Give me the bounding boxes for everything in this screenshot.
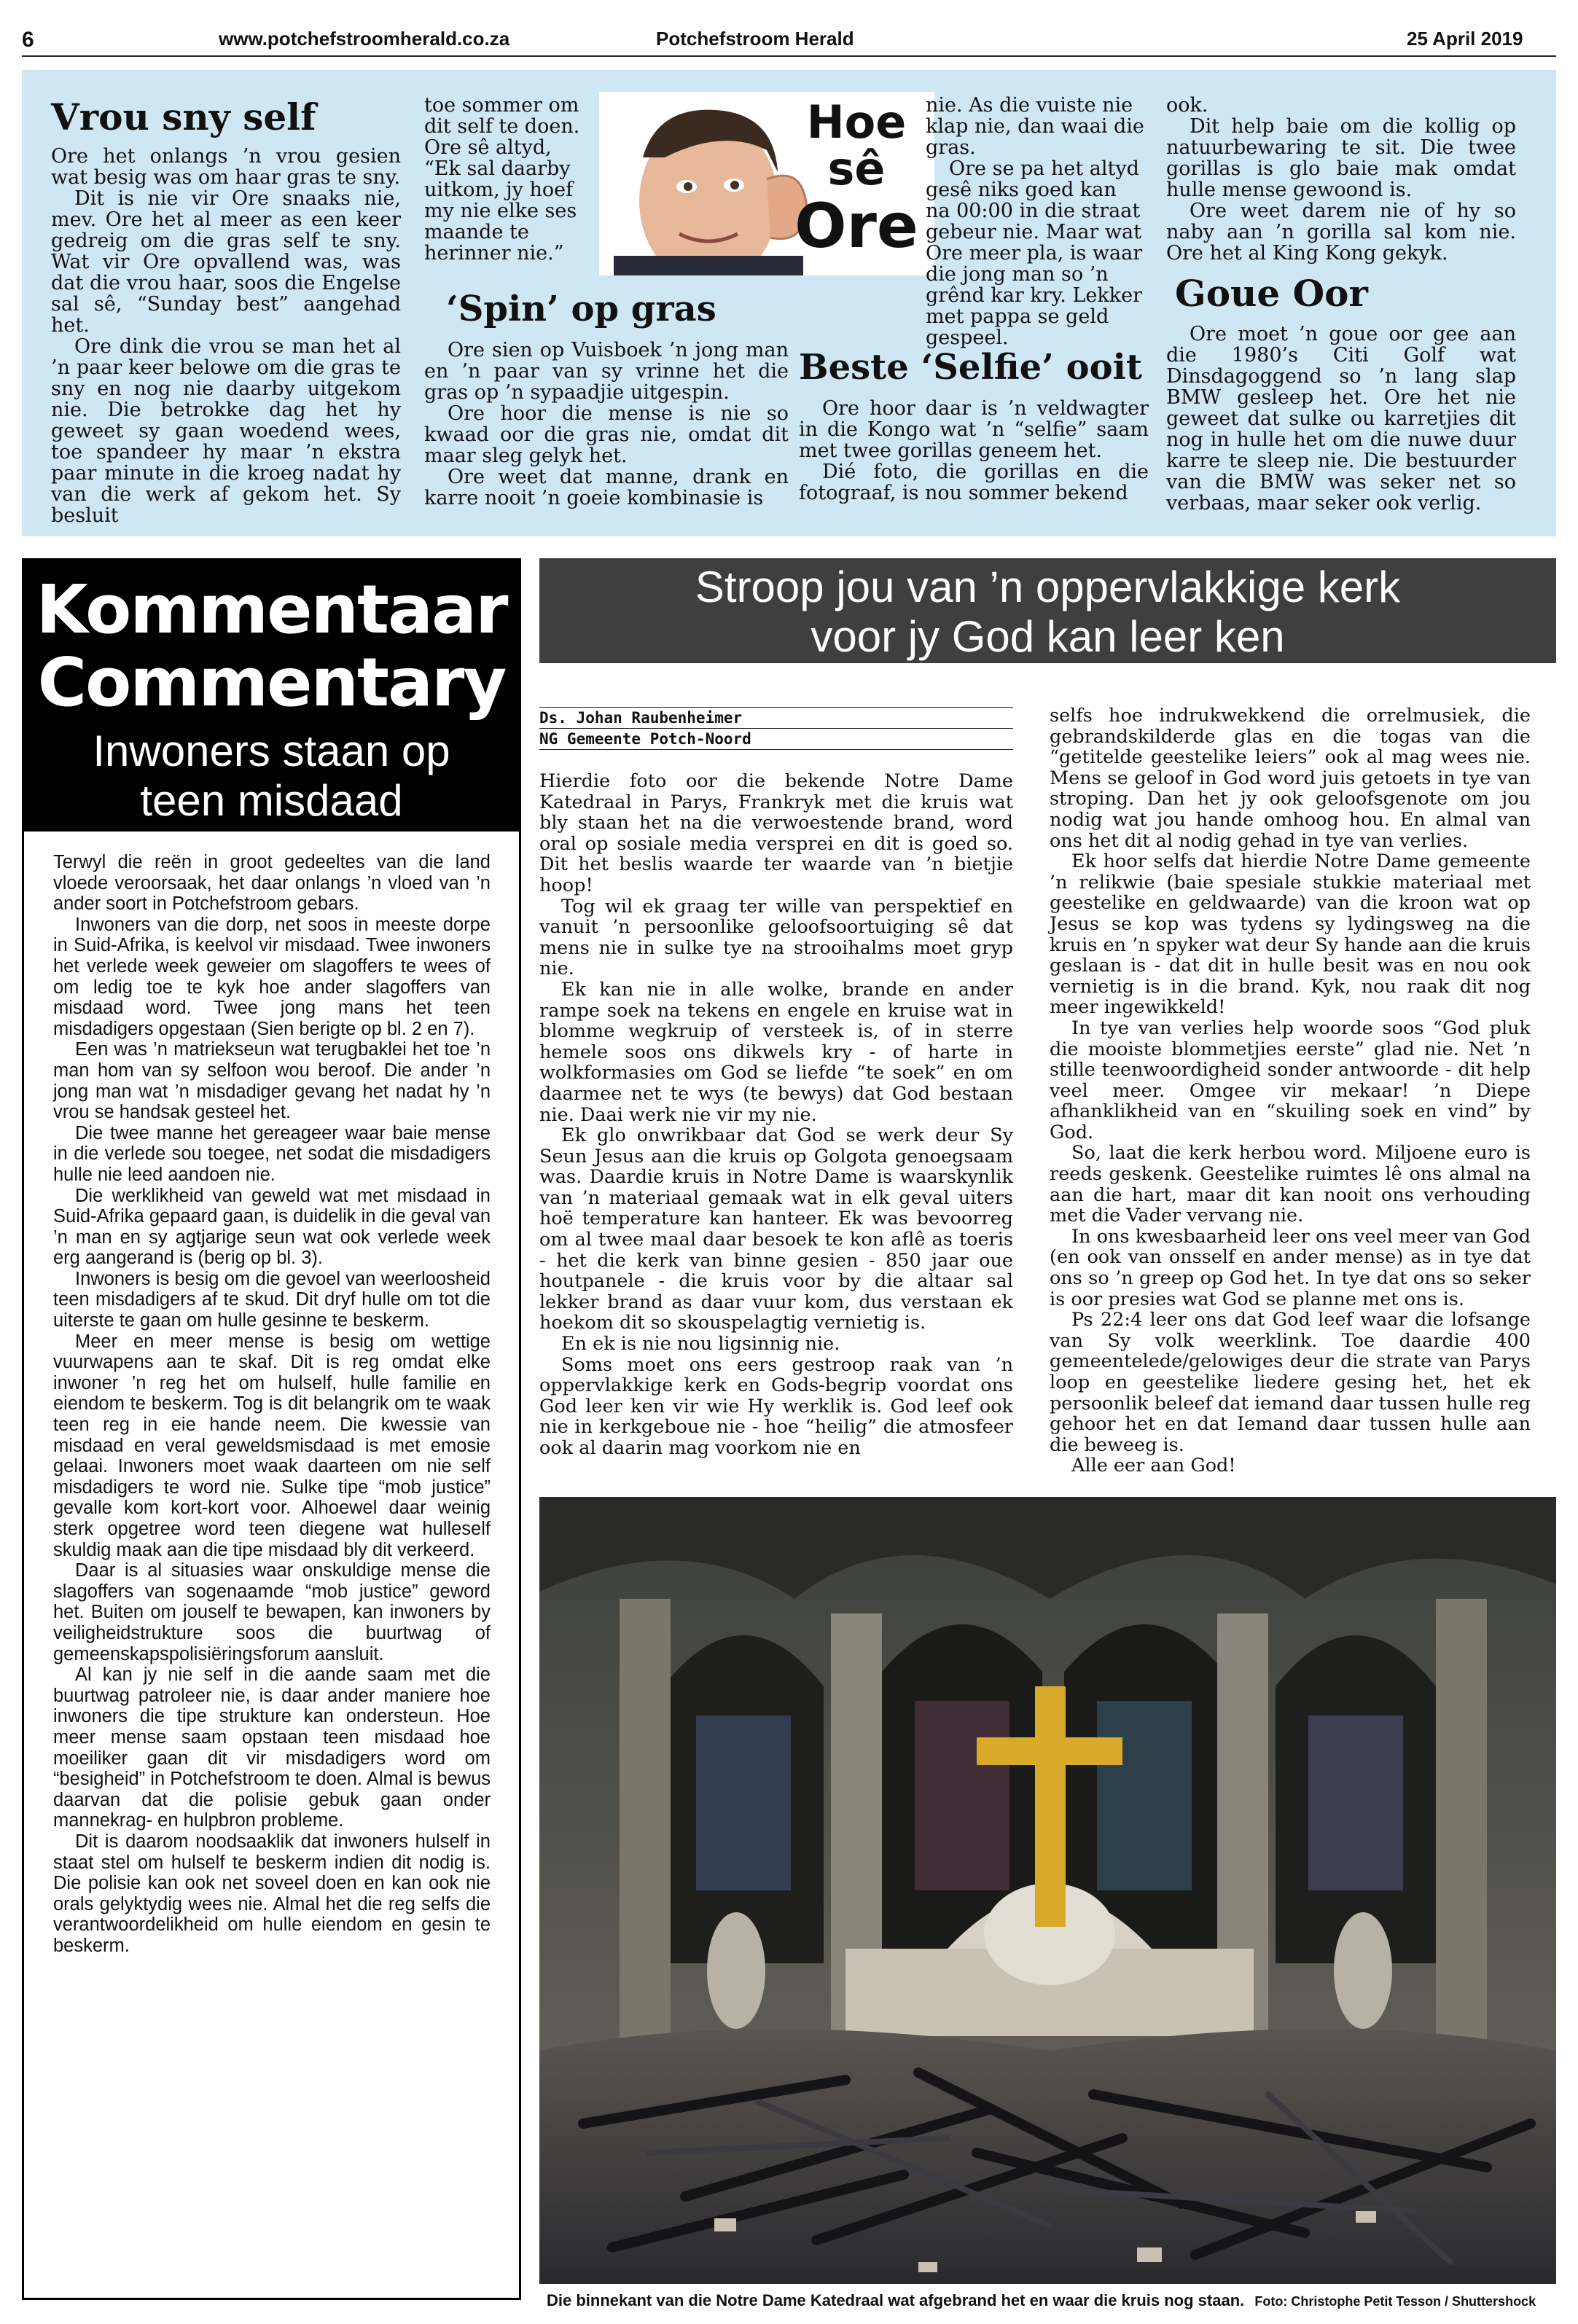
article-paragraph: So, laat die kerk herbou word. Miljoene euro is reeds geskenk. Geestelike ruimtes lê ons almal na aan die hart, maar dit kan nooit ons verhouding met die Vader vervang nie. [1050,1142,1531,1227]
commentary-header [24,560,519,832]
commentary-paragraph: Inwoners van die dorp, net soos in meeste dorpe in Suid-Afrika, is keelvol vir misdaad. Twee inwoners het verlede week geweier om slagoffers te wees of om ledig toe te kyk hoe ander slagoffers van misdaad word. Twee jong mans het teen misdadigers opgestaan (Sien berigte op bl. 2 en 7). [53,914,491,1039]
article-paragraph: En ek is nie nou ligsinnig nie. [561,1333,840,1355]
vrou-column [51,96,401,526]
page-header [0,0,1578,57]
vrou-p1: Ore het onlangs ’n vrou gesien wat besig was om haar gras te sny. [51,145,401,189]
goue-p1: Ore moet ’n goue oor gee aan die 1980’s Citi Golf wat Dinsdagoggend so ’n lang slap BMW gesleep het. Ore het nie geweet dat sulke ou karretjies dit nog in hulle het om die nuwe duur karre te sleep nie. Die bestuurder van die BMW was seker net so verbaas, maar seker ook verlig. [1166,323,1516,515]
commentary-paragraph: Al kan jy nie self in die aande saam met die buurtwag patroleer nie, is daar ander maniere hoe inwoners die tipe strukture kan ondersteun. Hoe meer mense saam opstaan teen misdaad hoe moeiliker gaan dit vir misdadigers word om “besigheid” in Potchefstroom te doen. Almal is bewus daarvan dat die polisie gebuk gaan onder mannekrag- en hulpbron probleme. [53,1664,491,1831]
article-column-2 [1050,705,1531,1476]
article-paragraph: Alle eer aan God! [1071,1455,1236,1477]
photo-credit: Foto: Christophe Petit Tesson / Shuttershock [1254,2294,1536,2309]
commentary-body [53,852,491,1956]
article-paragraph: Ek hoor selfs dat hierdie Notre Dame gemeente ’n relikwie (baie spesiale stukkie materiaal met geestelike en geldwaarde) van die kroon wat op Jesus se kop was tydens sy lydingsweg na die kruis en ’n spyker wat deur Sy hande aan die kruis geslaan is - dat dit in hulle besit was en nou ook vernietig is in die brand. Kyk, nou raak dit nog meer ingewikkeld! [1050,850,1531,1019]
logo-hoe: Hoe [806,95,907,149]
vrou-continued [424,95,585,264]
commentary-subtitle [24,727,519,826]
article-column-1 [539,771,1013,1459]
spin-p1: Ore sien op Vuisboek ’n jong man en ’n paar van sy vrinne het die gras op ’n sypaadjie uitgespin. [424,339,789,404]
author-name: Ds. Johan Raubenheimer [539,707,1013,729]
vrou-p3: Ore dink die vrou se man het al ’n paar keer belowe om die gras te sny en nog nie daarby uitgekom nie. Die betrokke dag het hy geweet sy gaan woedend wees, toe spandeer hy maar ’n ekstra paar minute in die kroeg nadat hy van die werk af gekom het. Sy besluit [51,335,401,527]
article-paragraph: Hierdie foto oor die bekende Notre Dame Katedraal in Parys, Frankryk met die kruis wat bly staan het na die verwoestende brand, word oral op sosiale media versprei en dit is goed so. Dit het beslis waarde ter waarde van ’n bietjie hoop! [539,770,1013,896]
spin-continued [926,95,1144,348]
issue-date: 25 April 2019 [1407,28,1523,50]
hoe-se-ore-section [22,70,1556,536]
commentary-section [22,558,521,2300]
photo-caption [547,2290,1556,2312]
spin-p5: Ore se pa het altyd gesê niks goed kan na 00:00 in die straat gebeur nie. Maar wat Ore meer pla, is waar die jong man so ’n grênd kar kry. Lekker met pappa se geld gespeel. [926,157,1143,349]
article-paragraph: In ons kwesbaarheid leer ons veel meer van God (en ook van onsself en ander mense) as in tye dat ons so ’n greep op God het. In tye dat ons so seker is oor presies wat God se planne met ons is. [1050,1225,1531,1310]
commentary-paragraph: Meer en meer mense is besig om wettige vuurwapens aan te skaf. Dit is reg omdat elke inwoner ’n reg het om hulself, hulle familie en eiendom te beskerm. Tog is dit belangrik om te waak teen reg in eie hande neem. Die kwessie van misdaad en veral geweldsmisdaad is met emosie gelaai. Inwoners moet waak daarteen om nie self misdadigers te word nie. Sulke tipe “mob justice” gevalle kom kort-kort voor. Alhoewel daar weinig sterk opgetree word teen diegene wat hulleself skuldig maak aan die tipe misdaad bly dit verkeerd. [53,1331,491,1560]
cathedral-interior-image [539,1497,1556,2284]
commentary-paragraph: Dit is daarom noodsaaklik dat inwoners hulself in staat stel om hulself te beskerm indien dit nodig is. Die polisie kan ook net soveel doen en kan ook nie orals gelyktydig wees nie. Almal het die reg selfs die verantwoordelikheid om hulle eiendom en gesin te beskerm. [53,1831,491,1956]
selfie-column [799,347,1149,504]
selfie-p3: ook. [1166,94,1208,117]
commentary-paragraph: Daar is al situasies waar onskuldige mense die slagoffers van sogenaamde “mob justice” geword het. Buiten om jouself te bewapen, kan inwoners by veiligheidstrukture soos die buurtwag of gemeenskapspolisiëringsforum aansluit. [53,1560,491,1664]
spin-p3: Ore weet dat manne, drank en karre nooit ’n goeie kombinasie is [424,466,789,509]
commentary-paragraph: Inwoners is besig om die gevoel van weerloosheid teen misdadigers af te skud. Dit dryf hulle om tot die uiterste te gaan om hulle gesinne te beskerm. [53,1268,491,1331]
selfie-heading: Beste ‘Selfie’ ooit [799,347,1142,388]
commentary-paragraph: Terwyl die reën in groot gedeeltes van die land vloede veroorsaak, het daar onlangs ’n vloed van ’n ander soort in Potchefstroom gebars. [53,852,491,915]
article-byline [539,707,1013,750]
selfie-p2: Dié foto, die gorillas en die fotograaf, is nou sommer bekend [799,461,1149,504]
notre-dame-photo [539,1497,1556,2284]
article-paragraph: Ek glo onwrikbaar dat God se werk deur Sy Seun Jesus aan die kruis op Golgota genoegsaam was. Daardie kruis in Notre Dame is waarskynlik van ’n materiaal gemaak wat in elk geval uiters hoë temperature kan hanteer. Ek was bevoorreg om al twee maal daar besoek te kon aflê as toeris - het die kerk van binne gesien - 850 jaar oue houtpanele - die kruis voor by die altaar sal lekker brand as daar vuur kom, dus verstaan ek hoekom dit so skouspelagtig vernietig is. [539,1124,1013,1334]
page-number: 6 [22,28,34,52]
article-paragraph: Ek kan nie in alle wolke, brande en ander rampe soek na tekens en engele en kruise wat in blomme wegkruip of versteek is, of in sterre hemele soos ons dikwels kry - of harte in wolkformasies om God se liefde “te soek” en om daarmee net te wys (te bewys) dat God bestaan nie. Daai werk nie vir my nie. [539,978,1013,1126]
website-url[interactable]: www.potchefstroomherald.co.za [219,28,510,50]
selfie-p5: Ore weet darem nie of hy so naby aan ’n gorilla sal kom nie. Ore het al King Kong gekyk. [1166,200,1516,265]
spin-heading: ‘Spin’ op gras [446,289,716,329]
article-paragraph: Ps 22:4 leer ons dat God leef waar die lofsange van Sy volk weerklink. Toe daardie 400 gemeentelede/gelowiges deur die strate van Parys loop en geestelike liedere gesing het, het ek persoonlik beleef dat iemand daar tussen hulle reg gehoor het en dat Iemand daar tussen hulle aan die beweeg is. [1050,1309,1531,1456]
commentary-title-en: Commentary [37,643,506,721]
vrou-heading: Vrou sny self [51,95,316,138]
selfie-p4: Dit help baie om die kollig op natuurbewaring te sit. Die twee gorillas is glo baie mak omdat hulle mense gewoond is. [1166,115,1516,201]
spin-column [424,289,789,509]
article-paragraph: Tog wil ek graag ter wille van perspektief en vanuit ’n persoonlike geloofsoortuiging sê dat mens nie in sulke tye na strooihalms moet gryp nie. [539,895,1013,980]
logo-ore: Ore [794,190,918,262]
commentary-paragraph: Die twee manne het gereageer waar baie mense in die verlede sou toegee, net sodat die misdadigers hulle nie leed aandoen nie. [53,1122,491,1185]
hoe-se-ore-logo [599,92,934,275]
headline-line1: Stroop jou van ’n oppervlakkige kerk [695,563,1401,611]
selfie-p1: Ore hoor daar is ’n veldwagter in die Kongo wat ’n “selfie” saam met twee gorillas geneem het. [799,397,1149,462]
logo-se: sê [827,142,886,195]
selfie-continued [1166,95,1516,514]
commentary-subtitle-line2: teen misdaad [140,776,403,825]
headline-line2: voor jy God kan leer ken [811,612,1285,661]
paper-name: Potchefstroom Herald [656,28,854,50]
article-paragraph: selfs hoe indrukwekkend die orrelmusiek, die gebrandskilderde glas en die togas van die “getitelde geestelike leiers” ook al mag wees nie. Mens se geloof in God word juis getoets in tye van stroping. Dan het jy ook geloofsgenote om jou nodig wat jou hande omhoog hou. En almal van ons het dit al nodig gehad in tye van verlies. [1050,705,1531,852]
commentary-subtitle-line1: Inwoners staan op [93,727,450,775]
article-paragraph: In tye van verlies help woorde soos “God pluk die mooiste blommetjies eerste” glad nie. Net ’n stille teenwoordigheid sonder antwoorde - dit help veel meer. Omgee vir mekaar! ’n Diepe afhanklikheid van en “skuiling soek en vind” by God. [1050,1017,1531,1143]
vrou-p2: Dit is nie vir Ore snaaks nie, mev. Ore het al meer as een keer gedreig om die gras self te sny. Wat vir Ore opvallend was, was dat die vrou haar, soos die Engelse sal sê, “Sunday best” aangehad het. [51,187,401,337]
spin-p2: Ore hoor die mense is nie so kwaad oor die gras nie, omdat dit maar sleg gelyk het. [424,402,789,467]
spin-p4: nie. As die vuiste nie klap nie, dan waai die gras. [926,94,1144,159]
article-headline [539,558,1556,663]
vrou-p4: toe sommer om dit self te doen. Ore sê altyd, “Ek sal daarby uitkom, jy hoef my nie elke ses maande te herinner nie.” [424,94,580,265]
goue-heading: Goue Oor [1175,272,1368,315]
caption-text: Die binnekant van die Notre Dame Katedraal wat afgebrand het en waar die kruis nog staan. [547,2291,1245,2309]
commentary-title-af: Kommentaar [36,571,507,649]
author-church: NG Gemeente Potch-Noord [539,729,1013,750]
header-rule [22,55,1556,57]
article-paragraph: Soms moet ons eers gestroop raak van ’n oppervlakkige kerk en Gods-begrip voordat ons God leer ken vir wie Hy werklik is. God leef ook nie in kerkgeboue nie - hoe “heilig” die atmosfeer ook al daarin mag voorkom nie en [539,1353,1013,1459]
commentary-paragraph: Een was ’n matriekseun wat terugbaklei het toe ’n man hom van sy selfoon wou beroof. Die ander ’n jong man wat ’n misdadiger gevang het nadat hy ’n vrou se handsak gesteel het. [53,1039,491,1123]
commentary-paragraph: Die werklikheid van geweld wat met misdaad in Suid-Afrika gepaard gaan, is duidelik in die geval van ’n man en sy agtjarige seun wat ook verlede week erg aangerand is (berig op bl. 3). [53,1185,491,1269]
